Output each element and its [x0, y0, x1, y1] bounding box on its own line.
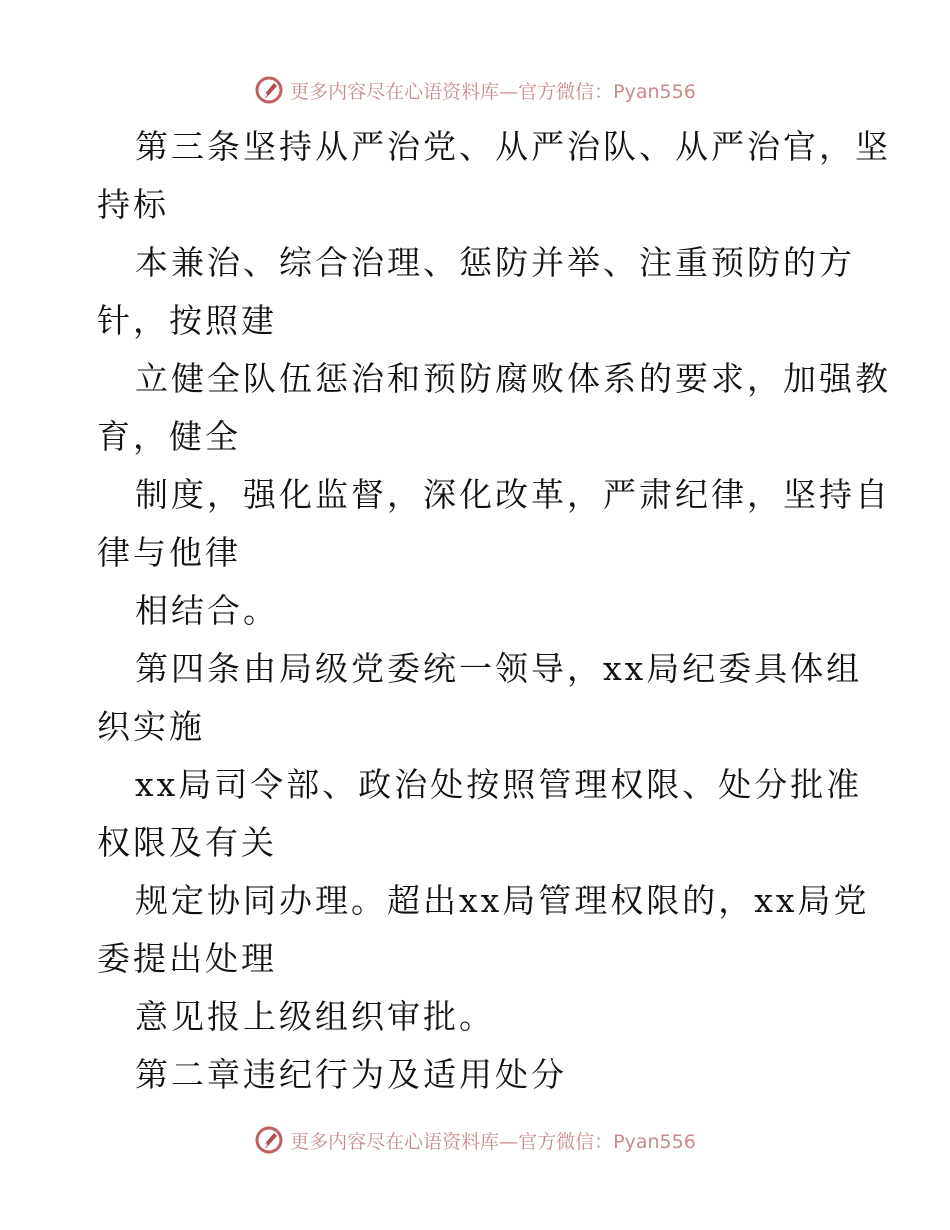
text-line: 织实施 — [97, 707, 205, 746]
text-line: 权限及有关 — [97, 823, 277, 862]
document-body — [97, 118, 891, 1104]
watermark-banner-top — [0, 70, 950, 110]
watermark-text: 更多内容尽在心语资料库—官方微信：Pyan556 — [290, 1130, 696, 1153]
text-line: 立健全队伍惩治和预防腐败体系的要求，加强教 — [135, 359, 891, 398]
text-line: 委提出处理 — [97, 939, 277, 978]
watermark-banner-bottom — [0, 1120, 950, 1160]
text-line: 相结合。 — [135, 591, 279, 630]
text-line: 制度，强化监督，深化改革，严肃纪律，坚持自 — [135, 475, 891, 514]
text-line: 规定协同办理。超出xx局管理权限的，xx局党 — [135, 881, 870, 920]
text-line: xx局司令部、政治处按照管理权限、处分批准 — [135, 765, 863, 804]
text-line: 育，健全 — [97, 417, 241, 456]
text-line: 本兼治、综合治理、惩防并举、注重预防的方 — [135, 243, 855, 282]
text-line: 意见报上级组织审批。 — [135, 997, 495, 1036]
text-line: 针，按照建 — [97, 301, 277, 340]
watermark-text: 更多内容尽在心语资料库—官方微信：Pyan556 — [290, 80, 696, 103]
text-line: 第二章违纪行为及适用处分 — [135, 1055, 567, 1094]
text-line: 律与他律 — [97, 533, 241, 572]
pen-logo-icon — [254, 1125, 284, 1155]
text-line: 持标 — [97, 185, 169, 224]
text-line: 第四条由局级党委统一领导，xx局纪委具体组 — [135, 649, 863, 688]
pen-logo-icon — [254, 75, 284, 105]
text-line: 第三条坚持从严治党、从严治队、从严治官，坚 — [135, 127, 891, 166]
